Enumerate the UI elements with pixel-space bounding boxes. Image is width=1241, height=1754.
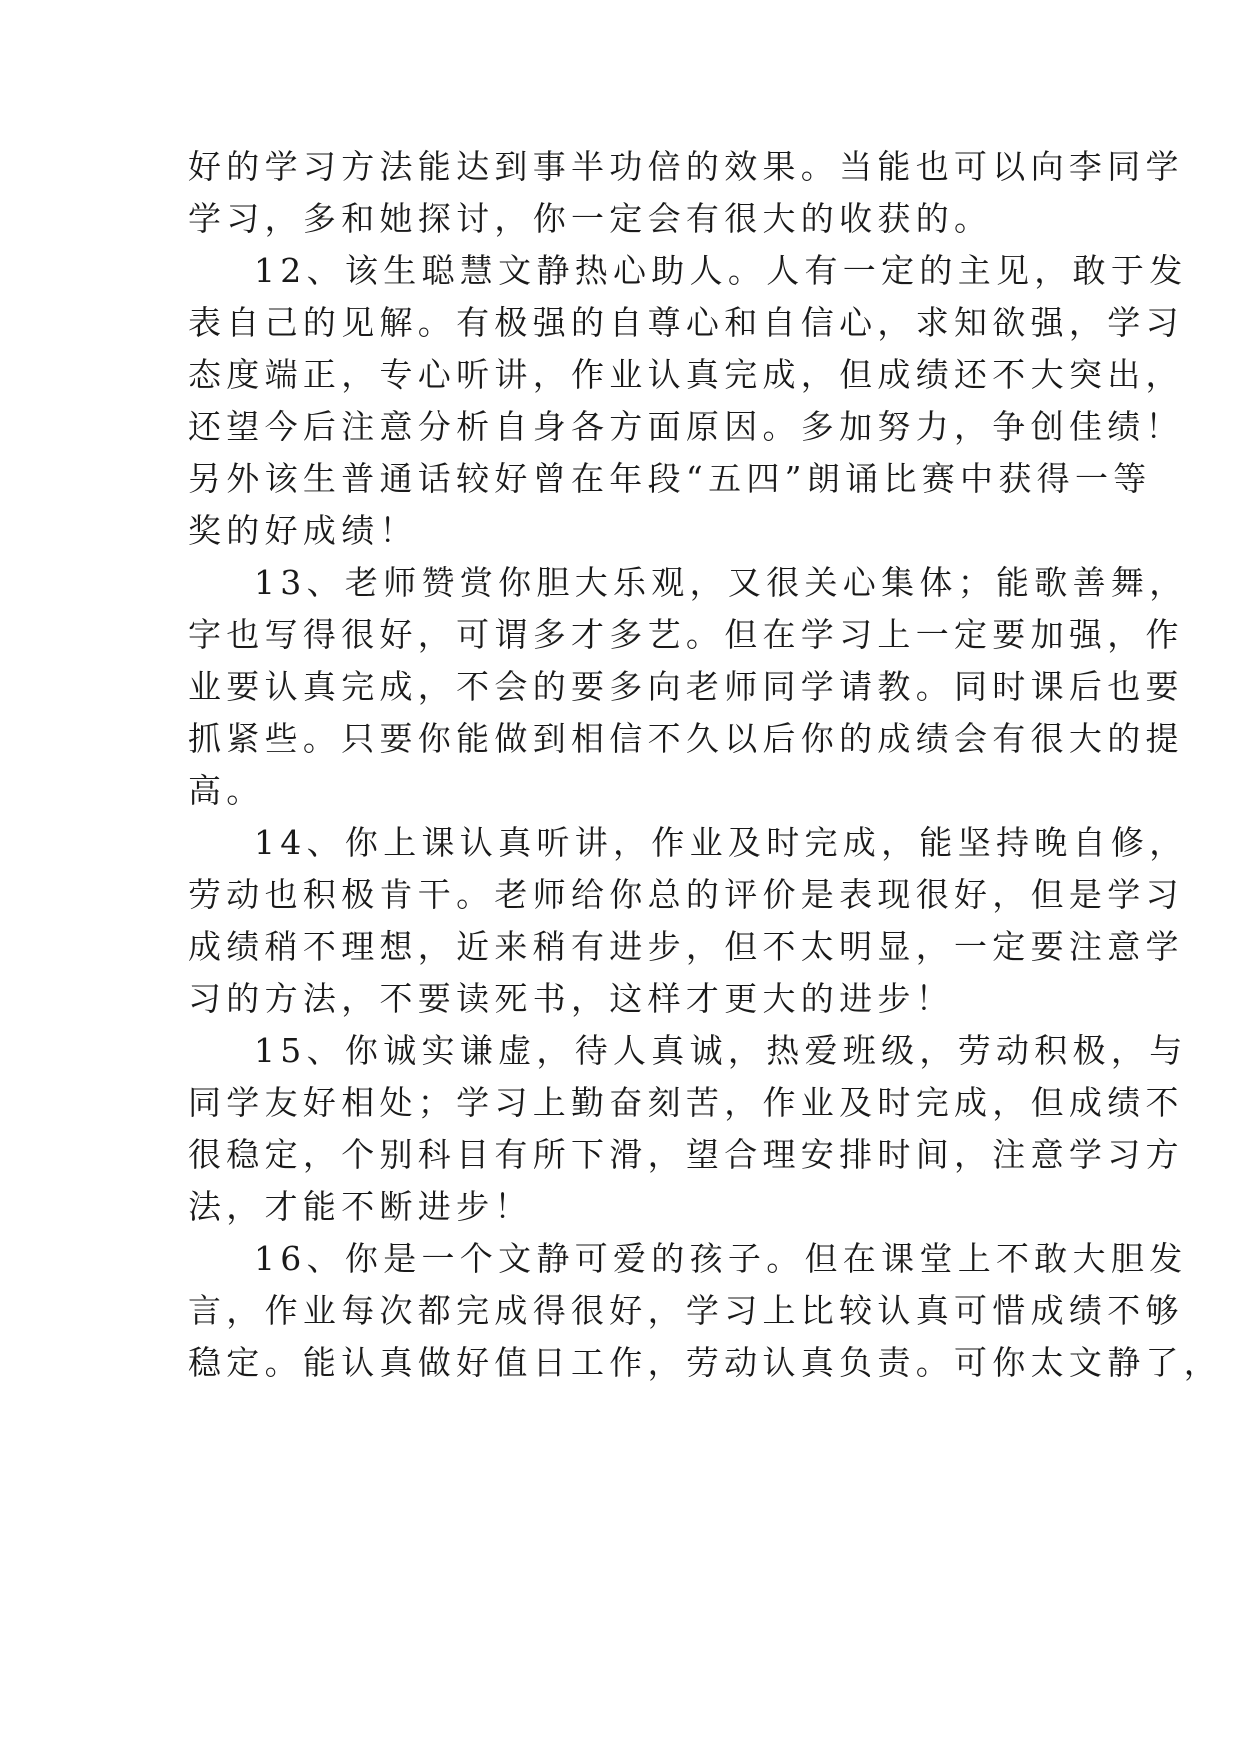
text-line: 抓紧些。只要你能做到相信不久以后你的成绩会有很大的提 bbox=[188, 719, 1184, 758]
text-line: 稳定。能认真做好值日工作，劳动认真负责。可你太文静了， bbox=[188, 1343, 1223, 1382]
text-line: 另外该生普通话较好曾在年段“五四”朗诵比赛中获得一等 bbox=[188, 459, 1152, 498]
text-line: 习的方法，不要读死书，这样才更大的进步！ bbox=[188, 979, 954, 1018]
text-line: 好的学习方法能达到事半功倍的效果。当能也可以向李同学 bbox=[188, 147, 1184, 186]
paragraph-15-start: 15、你诚实谦虚，待人真诚，热爱班级，劳动积极，与 bbox=[254, 1031, 1188, 1070]
text-line: 态度端正，专心听讲，作业认真完成，但成绩还不大突出， bbox=[188, 355, 1184, 394]
text-line: 奖的好成绩！ bbox=[188, 511, 418, 550]
text-line: 表自己的见解。有极强的自尊心和自信心，求知欲强，学习 bbox=[188, 303, 1184, 342]
paragraph-13-start: 13、老师赞赏你胆大乐观，又很关心集体；能歌善舞， bbox=[254, 563, 1188, 602]
text-line: 高。 bbox=[188, 771, 265, 810]
text-line: 还望今后注意分析自身各方面原因。多加努力，争创佳绩！ bbox=[188, 407, 1184, 446]
paragraph-12-start: 12、该生聪慧文静热心助人。人有一定的主见，敢于发 bbox=[254, 251, 1188, 290]
text-line: 很稳定，个别科目有所下滑，望合理安排时间，注意学习方 bbox=[188, 1135, 1184, 1174]
text-line: 劳动也积极肯干。老师给你总的评价是表现很好，但是学习 bbox=[188, 875, 1184, 914]
text-line: 学习，多和她探讨，你一定会有很大的收获的。 bbox=[188, 199, 993, 238]
text-line: 成绩稍不理想，近来稍有进步，但不太明显，一定要注意学 bbox=[188, 927, 1184, 966]
paragraph-16-start: 16、你是一个文静可爱的孩子。但在课堂上不敢大胆发 bbox=[254, 1239, 1188, 1278]
text-line: 言，作业每次都完成得很好，学习上比较认真可惜成绩不够 bbox=[188, 1291, 1184, 1330]
text-line: 同学友好相处；学习上勤奋刻苦，作业及时完成，但成绩不 bbox=[188, 1083, 1184, 1122]
paragraph-14-start: 14、你上课认真听讲，作业及时完成，能坚持晚自修， bbox=[254, 823, 1188, 862]
text-line: 业要认真完成，不会的要多向老师同学请教。同时课后也要 bbox=[188, 667, 1184, 706]
text-line: 法，才能不断进步！ bbox=[188, 1187, 533, 1226]
text-line: 字也写得很好，可谓多才多艺。但在学习上一定要加强，作 bbox=[188, 615, 1184, 654]
